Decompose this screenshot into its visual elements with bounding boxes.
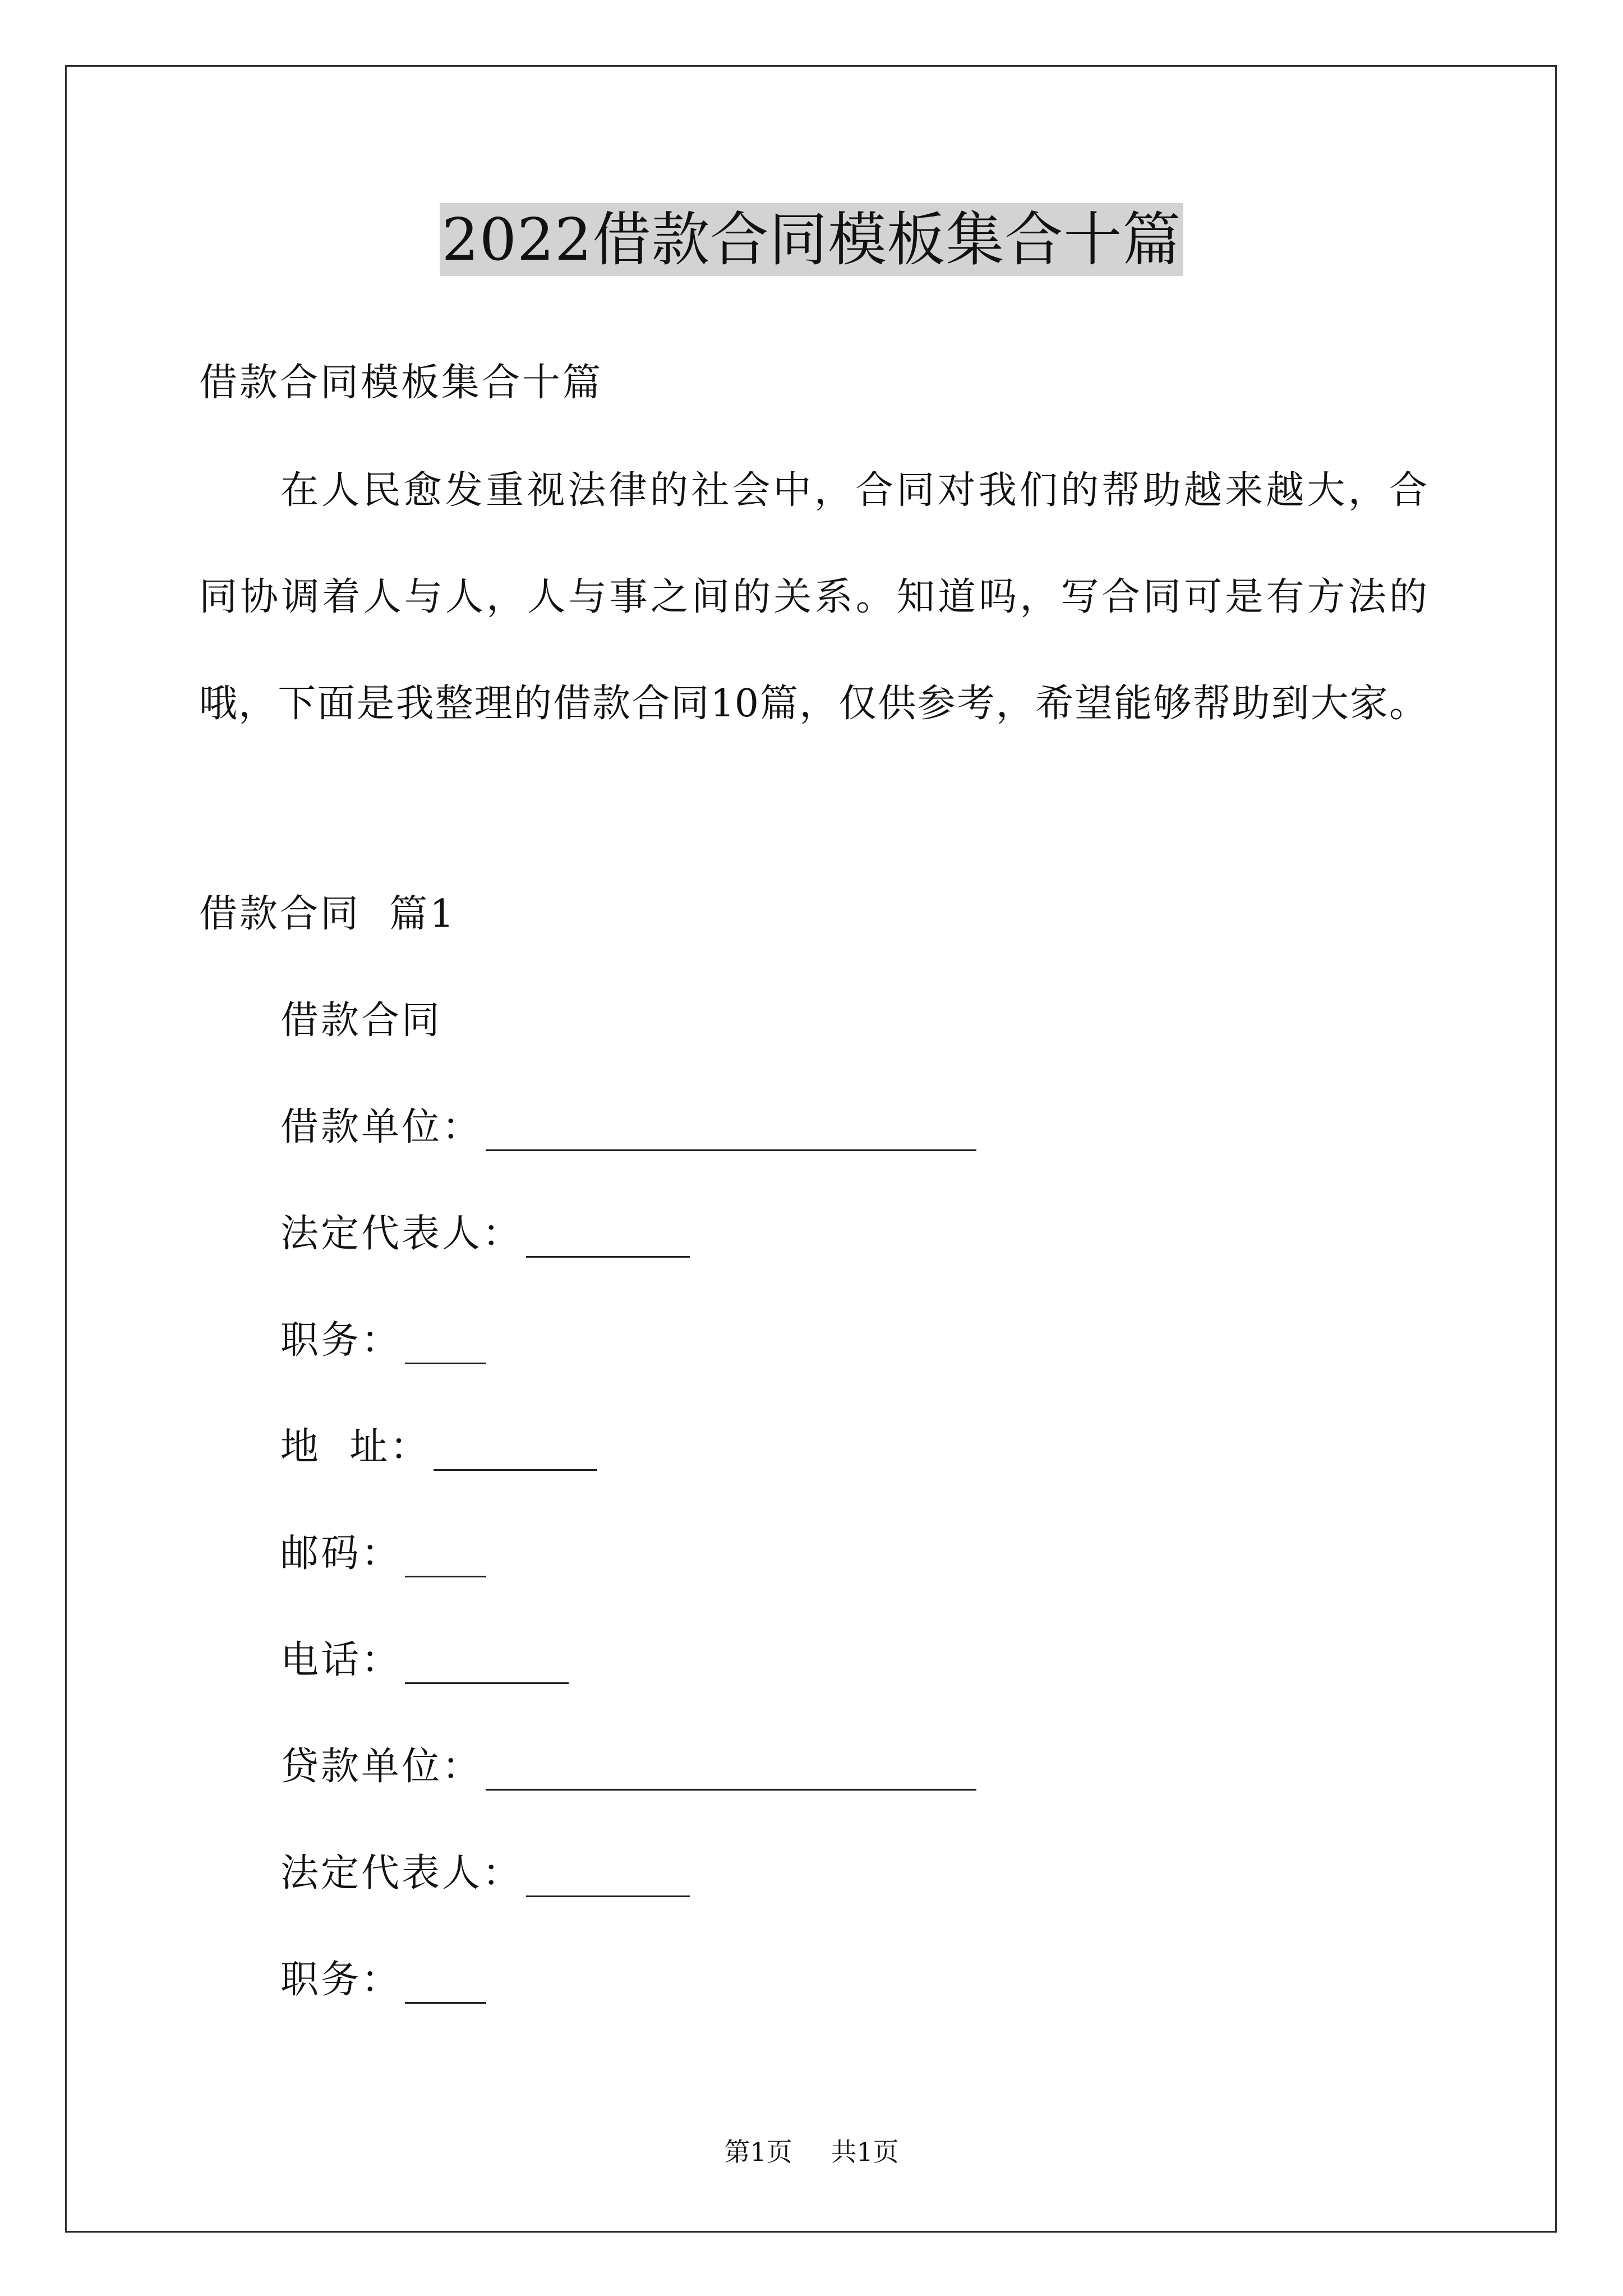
field-label: 职务： bbox=[280, 1318, 402, 1363]
fill-blank[interactable] bbox=[405, 1653, 569, 1684]
contract-title: 借款合同 bbox=[280, 999, 442, 1043]
field-label: 职务： bbox=[280, 1958, 402, 2002]
field-legal-rep-2 bbox=[280, 1843, 690, 1897]
intro-line-2: 同协调着人与人，人与事之间的关系。知道吗，写合同可是有方法的 bbox=[199, 575, 1427, 619]
page-total: 共1页 bbox=[831, 2137, 899, 2167]
subtitle: 借款合同模板集合十篇 bbox=[199, 361, 603, 405]
fill-blank[interactable] bbox=[526, 1866, 690, 1897]
field-postcode bbox=[280, 1523, 486, 1577]
field-label: 法定代表人： bbox=[280, 1212, 523, 1256]
page-footer bbox=[0, 2132, 1623, 2169]
fill-blank[interactable] bbox=[434, 1440, 597, 1471]
field-legal-rep bbox=[280, 1203, 690, 1258]
field-position bbox=[280, 1310, 486, 1364]
section-heading: 借款合同 篇1 bbox=[199, 892, 457, 936]
document-title: 2022借款合同模板集合十篇 bbox=[440, 203, 1184, 276]
intro-line-3: 哦，下面是我整理的借款合同10篇，仅供参考，希望能够帮助到大家。 bbox=[199, 682, 1427, 726]
page-number: 第1页 bbox=[724, 2137, 792, 2167]
field-lender-unit bbox=[280, 1736, 976, 1791]
field-label: 贷款单位： bbox=[280, 1745, 483, 1789]
fill-blank[interactable] bbox=[486, 1760, 976, 1791]
fill-blank[interactable] bbox=[405, 1547, 486, 1577]
field-label: 邮码： bbox=[280, 1531, 402, 1576]
title-container bbox=[0, 203, 1623, 276]
fill-blank[interactable] bbox=[526, 1227, 690, 1258]
fill-blank[interactable] bbox=[486, 1120, 976, 1151]
fill-blank[interactable] bbox=[405, 1973, 486, 2004]
intro-line-1: 在人民愈发重视法律的社会中，合同对我们的帮助越来越大，合 bbox=[280, 468, 1427, 513]
field-label: 法定代表人： bbox=[280, 1851, 523, 1895]
fill-blank[interactable] bbox=[405, 1333, 486, 1364]
field-phone bbox=[280, 1630, 569, 1684]
field-borrower-unit bbox=[280, 1097, 976, 1151]
field-label: 电话： bbox=[280, 1638, 402, 1682]
field-address bbox=[280, 1416, 597, 1471]
field-label: 借款单位： bbox=[280, 1105, 483, 1149]
field-label: 地 址： bbox=[280, 1425, 431, 1469]
field-position-2 bbox=[280, 1949, 486, 2004]
